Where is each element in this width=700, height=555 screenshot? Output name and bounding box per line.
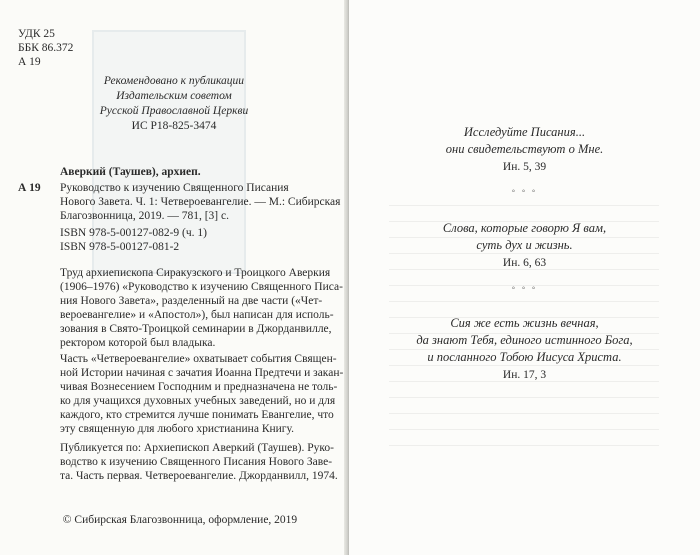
annotation-p1-line-5: зования в Свято-Троицкой семинарии в Джорданвилле, bbox=[60, 323, 332, 335]
recommendation-line-2: Издательским советом bbox=[116, 90, 232, 102]
left-page bbox=[0, 0, 347, 555]
author-mark-side: А 19 bbox=[18, 182, 41, 194]
epigraph-3-line-1: Сия же есть жизнь вечная, bbox=[450, 316, 599, 330]
annotation-p1-line-3: ния Нового Завета», разделенный на две части («Чет- bbox=[60, 295, 323, 307]
is-code: ИС Р18-825-3474 bbox=[131, 120, 217, 132]
recommendation-line-1: Рекомендовано к публикации bbox=[103, 75, 245, 87]
epigraph-2-line-1: Слова, которые говорю Я вам, bbox=[442, 221, 607, 235]
author-mark-top: А 19 bbox=[18, 56, 41, 68]
published-line-2: водство к изучению Священного Писания Нового Заве- bbox=[60, 456, 333, 468]
epigraph-2-line-2: суть дух и жизнь. bbox=[476, 238, 573, 252]
annotation-p2-line-5: каждого, кто стремится лучше понимать Евангелие, что bbox=[60, 409, 334, 421]
annotation-p1-line-1: Труд архиепископа Сиракузского и Троицкого Аверкия bbox=[60, 267, 331, 279]
epigraph-1-reference: Ин. 5, 39 bbox=[502, 161, 547, 173]
isbn-2: ISBN 978-5-00127-081-2 bbox=[60, 241, 180, 253]
epigraph-separator-1: ◦ ◦ ◦ bbox=[511, 186, 538, 197]
annotation-p2-line-1: Часть «Четвероевангелие» охватывает события Священ- bbox=[60, 353, 337, 365]
annotation-p1-line-4: вероевангелие» и «Апостол»), был написан для исполь- bbox=[60, 309, 334, 321]
isbn-1: ISBN 978-5-00127-082-9 (ч. 1) bbox=[60, 227, 207, 239]
epigraph-1-line-1: Исследуйте Писания... bbox=[463, 125, 586, 139]
annotation-p2-line-6: эту священную для любого христианина Книгу. bbox=[60, 423, 294, 435]
bib-line-1: Руководство к изучению Священного Писания bbox=[60, 182, 289, 194]
right-page bbox=[349, 0, 700, 555]
annotation-p1-line-6: ректором которой был владыка. bbox=[60, 337, 216, 349]
epigraph-3-line-2: да знают Тебя, единого истинного Бога, bbox=[416, 333, 633, 347]
copyright-line: © Сибирская Благозвонница, оформление, 2019 bbox=[62, 514, 298, 526]
recommendation-line-3: Русской Православной Церкви bbox=[99, 105, 249, 117]
published-line-1: Публикуется по: Архиепископ Аверкий (Таушев). Руко- bbox=[60, 442, 334, 454]
bib-line-2: Нового Завета. Ч. 1: Четвероевангелие. — М.: Сибирская bbox=[60, 196, 341, 208]
bib-line-3: Благозвонница, 2019. — 781, [3] с. bbox=[60, 210, 229, 222]
published-line-3: та. Часть первая. Четвероевангелие. Джорданвилл, 1974. bbox=[60, 470, 338, 482]
epigraph-2-reference: Ин. 6, 63 bbox=[502, 257, 547, 269]
epigraph-3-line-3: и посланного Тобою Иисуса Христа. bbox=[427, 350, 622, 364]
annotation-p2-line-2: ной Истории начиная с зачатия Иоанна Предтечи и закан- bbox=[60, 367, 344, 379]
author-heading: Аверкий (Таушев), архиеп. bbox=[60, 166, 201, 178]
annotation-p2-line-4: ко для учащихся духовных учебных заведений, но и для bbox=[60, 395, 336, 407]
annotation-p2-line-3: чивая Вознесением Господним и предназначена не толь- bbox=[60, 381, 338, 393]
epigraph-3-reference: Ин. 17, 3 bbox=[502, 369, 547, 381]
udk-code: УДК 25 bbox=[18, 28, 55, 40]
bbk-code: ББК 86.372 bbox=[18, 42, 74, 54]
annotation-p1-line-2: (1906–1976) «Руководство к изучению Священного Писа- bbox=[60, 281, 343, 293]
epigraph-separator-2: ◦ ◦ ◦ bbox=[511, 283, 538, 294]
epigraph-1-line-2: они свидетельствуют о Мне. bbox=[445, 142, 604, 156]
